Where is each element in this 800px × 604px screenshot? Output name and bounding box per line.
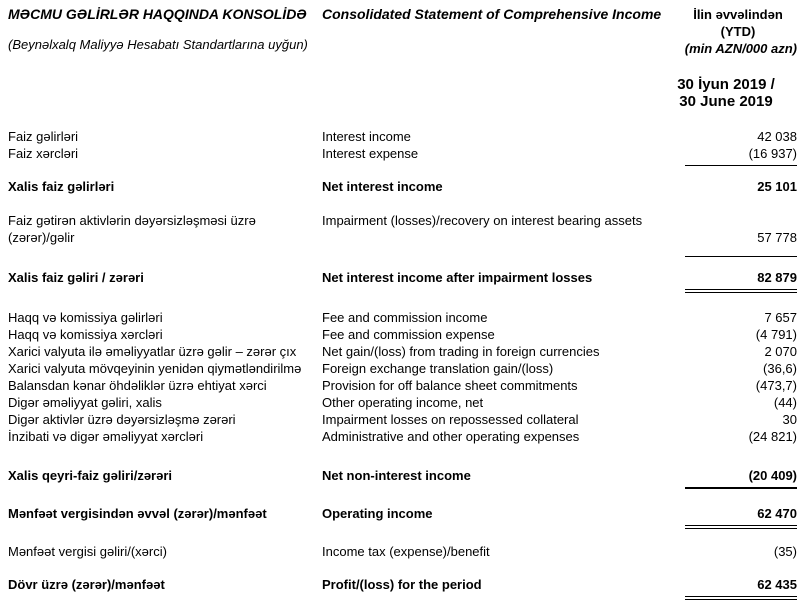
amount-cell [657,394,797,411]
amount-value: 42 038 [757,129,797,144]
amount-value: 62 470 [685,505,797,529]
statement-header [8,6,797,57]
period-line-en: 30 June 2019 [679,93,773,110]
statement-row [8,269,797,293]
row-label-english: Net interest income [322,179,443,194]
statement-row [8,360,797,377]
row-label-azerbaijani: Digər aktivlər üzrə dəyərsizləşmə zərəri [8,412,236,427]
row-label-english: Operating income [322,506,433,521]
amount-value: (16 937) [685,145,797,166]
row-label-azerbaijani: İnzibati və digər əməliyyat xərcləri [8,429,204,444]
amount-cell [657,428,797,445]
row-label-english: Impairment (losses)/recovery on interest bearing assets [322,213,643,228]
row-label-azerbaijani: Faiz gətirən aktivlərin dəyərsizləşməsi üzrə (zərər)/gəlir [8,213,256,245]
ytd-label: İlin əvvəlindən [693,7,783,22]
row-label-english: Interest income [322,129,411,144]
statement-rows [8,128,797,600]
amount-cell [657,326,797,343]
row-label-azerbaijani: Faiz xərcləri [8,146,79,161]
row-label-azerbaijani: Haqq və komissiya xərcləri [8,327,163,342]
amount-cell [657,543,797,560]
row-label-azerbaijani: Xarici valyuta mövqeyinin yenidən qiymətləndirilmə [8,361,302,376]
row-label-english: Fee and commission expense [322,327,495,342]
title-azerbaijani: MƏCMU GƏLİRLƏR HAQQINDA KONSOLİDƏ [8,6,307,22]
row-label-english: Net non-interest income [322,468,471,483]
amount-cell [657,343,797,360]
amount-cell [657,576,797,600]
amount-cell [657,411,797,428]
amount-value: (44) [773,395,797,410]
statement-row [8,377,797,394]
amount-cell [657,377,797,394]
row-label-azerbaijani: Xalis qeyri-faiz gəliri/zərəri [8,468,173,483]
statement-row [8,128,797,145]
amount-cell [657,145,797,166]
statement-row [8,467,797,489]
statement-row [8,145,797,166]
amount-value: (4 791) [755,327,797,342]
statement-row [8,212,797,257]
row-label-english: Interest expense [322,146,419,161]
amount-value: (473,7) [755,378,797,393]
row-label-english: Impairment losses on repossessed collateral [322,412,579,427]
row-label-azerbaijani: Xarici valyuta ilə əməliyyatlar üzrə gəlir – zərər çıx [8,344,297,359]
row-label-english: Administrative and other operating expenses [322,429,580,444]
statement-row [8,505,797,529]
row-label-azerbaijani: Mənfəət vergisindən əvvəl (zərər)/mənfəət [8,506,267,521]
amount-value: (35) [773,544,797,559]
ytd-abbreviation: (YTD) [720,24,756,39]
amount-cell [657,178,797,195]
statement-row [8,309,797,326]
amount-value: 62 435 [685,576,797,600]
row-label-azerbaijani: Dövr üzrə (zərər)/mənfəət [8,577,165,592]
amount-value: 57 778 [685,229,797,257]
row-label-english: Other operating income, net [322,395,484,410]
amount-cell [657,269,797,293]
statement-row [8,326,797,343]
amount-value: 7 657 [764,310,797,325]
amount-cell [657,360,797,377]
row-label-english: Net interest income after impairment losses [322,270,593,285]
period-line-az: 30 İyun 2019 / [677,76,775,93]
amount-value: (24 821) [748,429,797,444]
currency-units-label: (min AZN/000 azn) [684,41,797,56]
row-label-azerbaijani: Digər əməliyyat gəliri, xalis [8,395,162,410]
row-label-english: Net gain/(loss) from trading in foreign currencies [322,344,600,359]
row-label-english: Foreign exchange translation gain/(loss) [322,361,554,376]
statement-row [8,394,797,411]
row-label-azerbaijani: Faiz gəlirləri [8,129,79,144]
statement-row [8,543,797,560]
statement-row [8,343,797,360]
row-label-english: Provision for off balance sheet commitments [322,378,578,393]
statement-row [8,576,797,600]
amount-cell [657,505,797,529]
amount-value: 30 [782,412,797,427]
amount-value: 2 070 [764,344,797,359]
amount-cell [657,309,797,326]
row-label-azerbaijani: Xalis faiz gəlirləri [8,179,115,194]
statement-row [8,428,797,445]
row-label-english: Income tax (expense)/benefit [322,544,490,559]
row-label-english: Profit/(loss) for the period [322,577,482,592]
amount-cell [657,212,797,257]
amount-value: 82 879 [685,269,797,293]
row-label-english: Fee and commission income [322,310,488,325]
ytd-block [679,6,797,57]
amount-value: (20 409) [685,467,797,489]
amount-cell [657,467,797,489]
amount-value: 25 101 [757,179,797,194]
amount-value: (36,6) [763,361,797,376]
title-block [8,6,679,53]
title-english: Consolidated Statement of Comprehensive Income [322,6,662,22]
amount-cell [657,128,797,145]
row-label-azerbaijani: Xalis faiz gəliri / zərəri [8,270,144,285]
row-label-azerbaijani: Balansdan kənar öhdəliklər üzrə ehtiyat xərci [8,378,267,393]
statement-row [8,178,797,195]
subtitle-azerbaijani: (Beynəlxalq Maliyyə Hesabatı Standartlarına uyğun) [8,37,308,52]
row-label-azerbaijani: Haqq və komissiya gəlirləri [8,310,163,325]
statement-row [8,411,797,428]
title-row [8,6,679,23]
reporting-period [655,76,797,110]
row-label-azerbaijani: Mənfəət vergisi gəliri/(xərci) [8,544,167,559]
